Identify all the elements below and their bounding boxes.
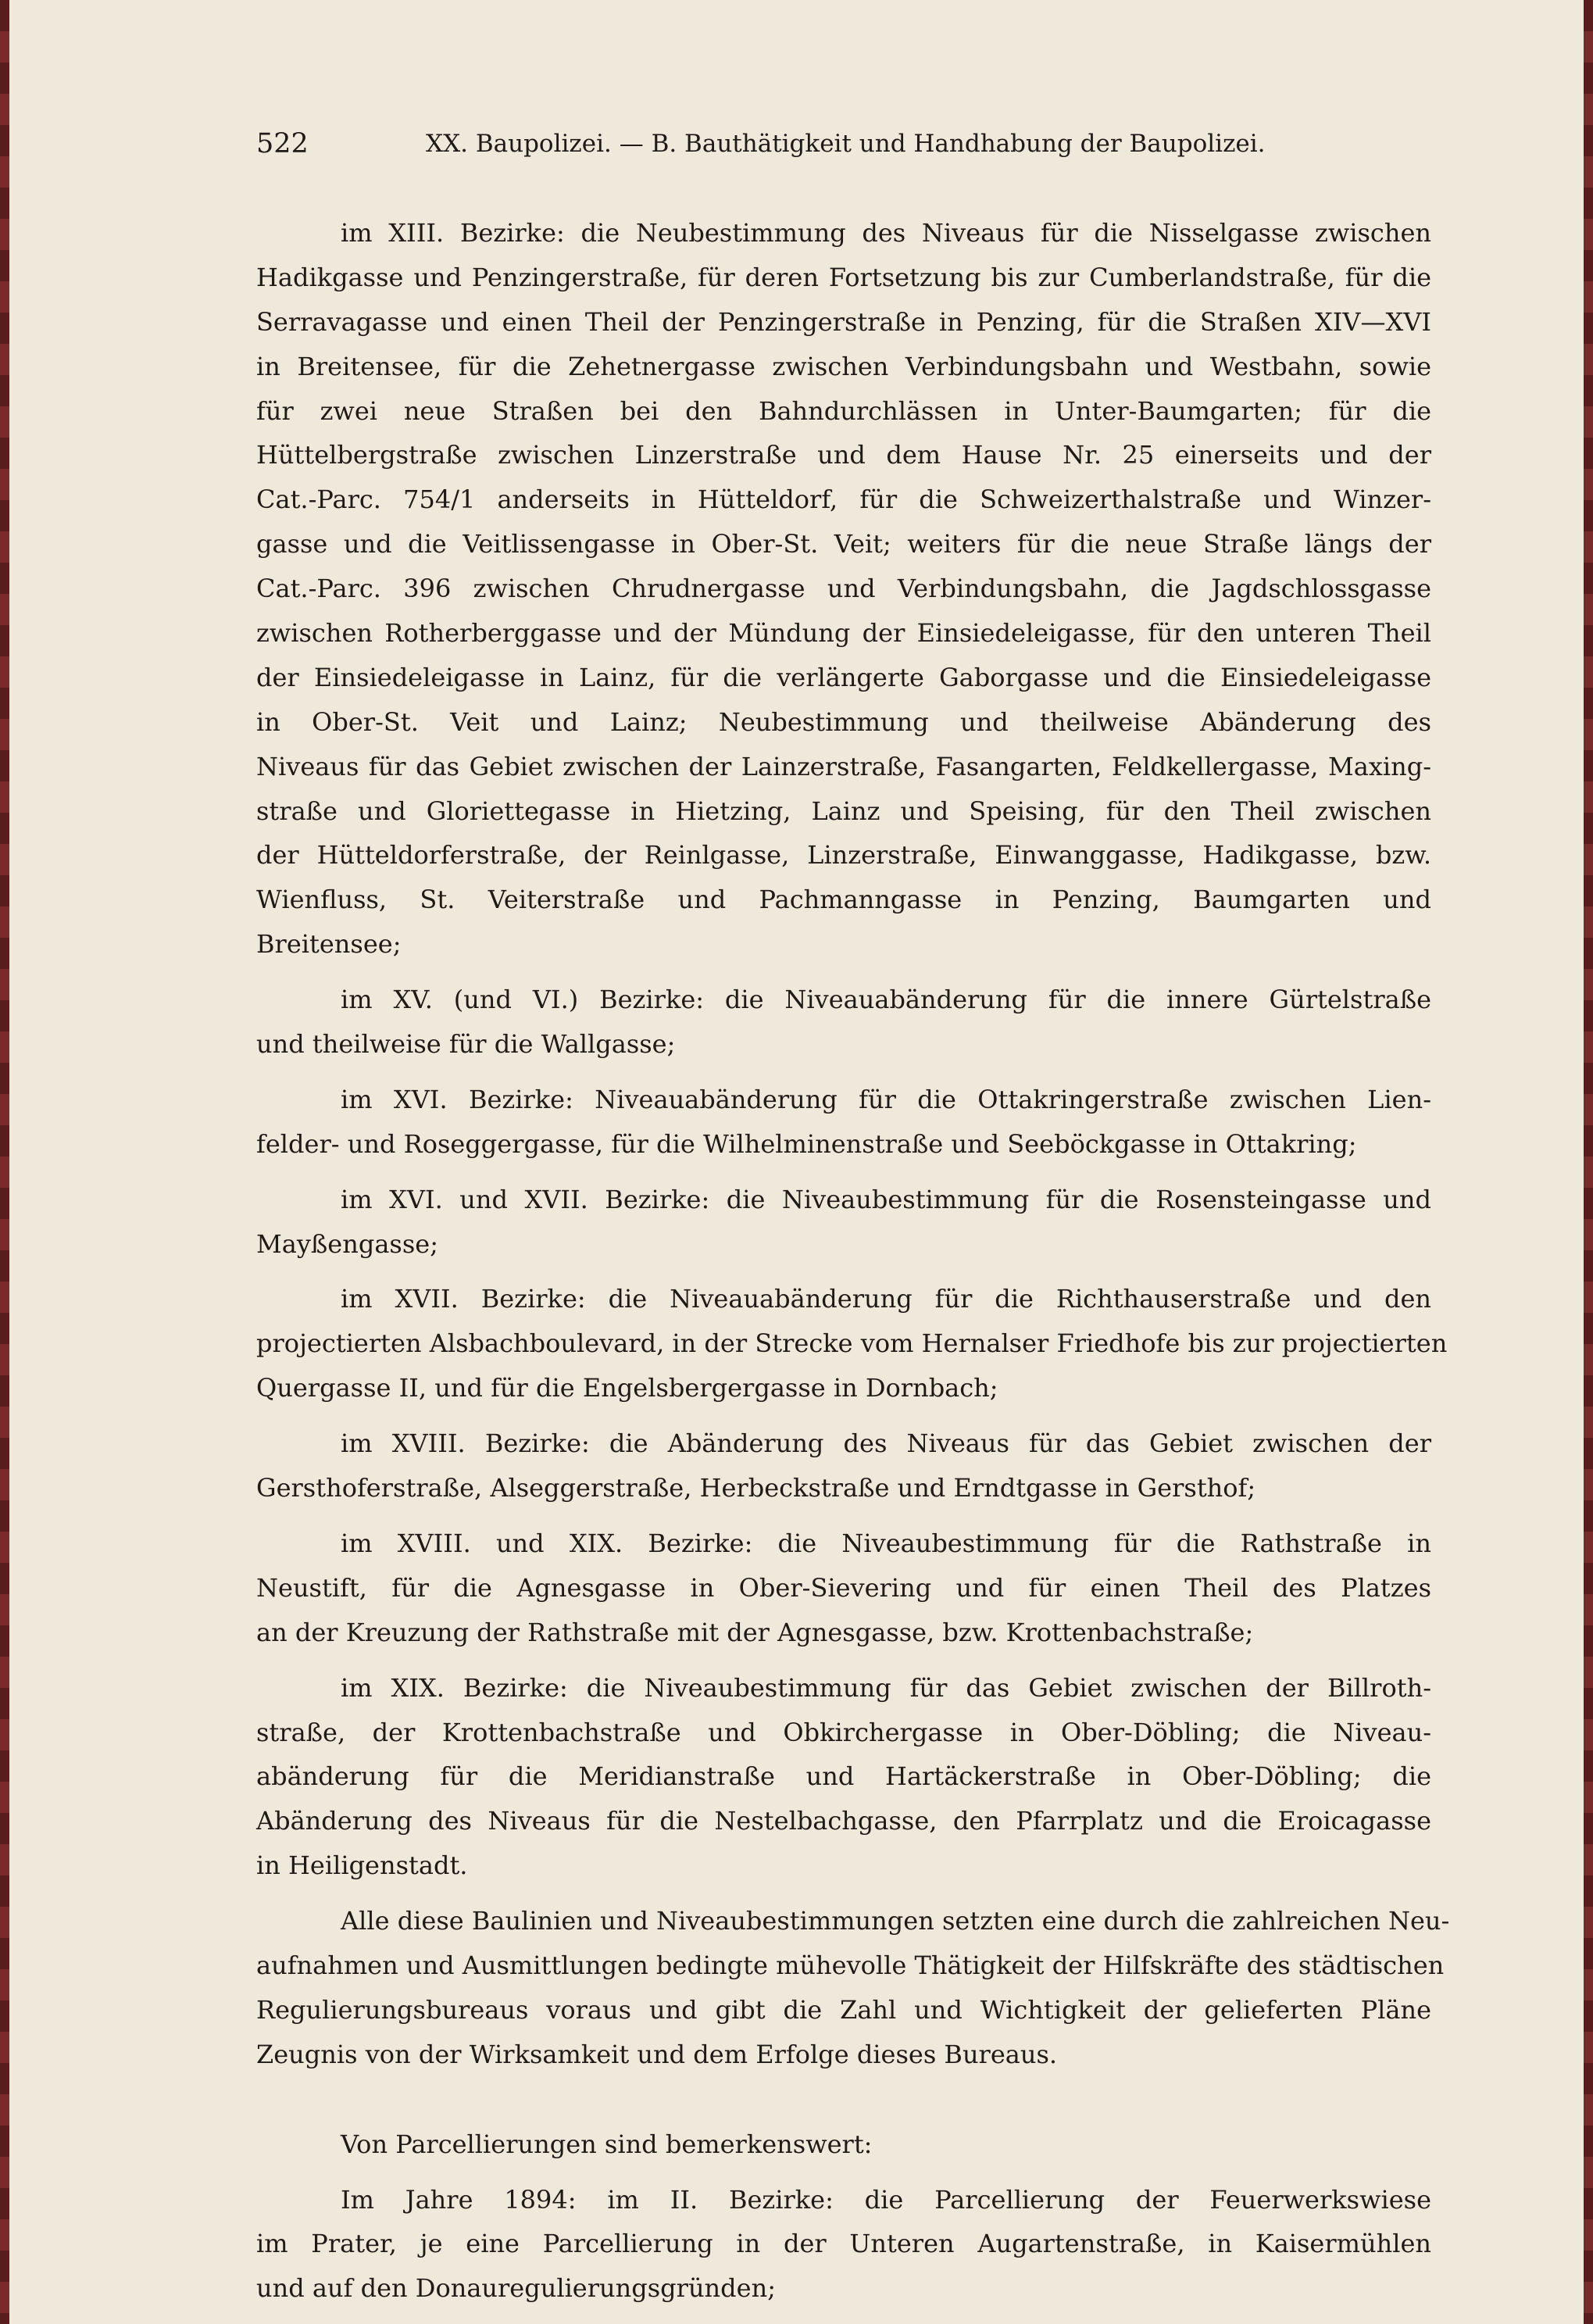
paragraph — [256, 978, 1431, 1067]
text-line: im XV. (und VI.) Bezirke: die Niveauabänderung für die innere Gürtelstraße — [341, 985, 1431, 1015]
paragraph — [256, 211, 1431, 967]
text-line: aufnahmen und Ausmittlungen bedingte mühevolle Thätigkeit der Hilfskräfte des städtischen — [256, 1950, 1445, 1980]
text-line: an der Kreuzung der Rathstraße mit der Agnesgasse, bzw. Krottenbachstraße; — [256, 1617, 1254, 1647]
text-line: der Hütteldorferstraße, der Reinlgasse, Linzerstraße, Einwanggasse, Hadikgasse, bzw. — [256, 840, 1431, 871]
text-line: im XVI. und XVII. Bezirke: die Niveaubestimmung für die Rosensteingasse und — [341, 1184, 1431, 1214]
text-line: und theilweise für die Wallgasse; — [256, 1029, 676, 1060]
text-line: Alle diese Baulinien und Niveaubestimmungen setzten eine durch die zahlreichen Neu- — [341, 1906, 1450, 1936]
scan-border-right — [1584, 0, 1593, 2324]
text-line: Cat.-Parc. 396 zwischen Chrudnergasse und Verbindungsbahn, die Jagdschlossgasse — [256, 574, 1431, 604]
text-line: Serravagasse und einen Theil der Penzingerstraße in Penzing, für die Straßen XIV—XVI — [256, 306, 1431, 337]
text-line: in Ober-St. Veit und Lainz; Neubestimmung und theilweise Abänderung des — [256, 706, 1431, 737]
paragraph — [256, 1521, 1431, 1655]
text-line: im XVIII. und XIX. Bezirke: die Niveaubestimmung für die Rathstraße in — [341, 1528, 1431, 1558]
paragraph — [256, 1178, 1431, 1267]
text-line: in Heiligenstadt. — [256, 1850, 468, 1881]
paragraph — [256, 1899, 1450, 2077]
text-line: Neustift, für die Agnesgasse in Ober-Sievering und für einen Theil des Platzes — [256, 1572, 1431, 1603]
text-line: straße und Gloriettegasse in Hietzing, Lainz und Speising, für den Theil zwischen — [256, 796, 1431, 826]
paragraph — [256, 1666, 1431, 1888]
text-line: Hüttelbergstraße zwischen Linzerstraße und dem Hause Nr. 25 einerseits und der — [256, 440, 1431, 470]
text-line: im XVI. Bezirke: Niveauabänderung für die Ottakringerstraße zwischen Lien- — [341, 1084, 1431, 1114]
text-line: im XVII. Bezirke: die Niveauabänderung für die Richthauserstraße und den — [341, 1284, 1431, 1314]
scan-border-left — [0, 0, 9, 2324]
text-line: gasse und die Veitlissengasse in Ober-St. Veit; weiters für die neue Straße längs der — [256, 529, 1431, 560]
document-page — [8, 0, 1586, 2324]
paragraph — [256, 1277, 1448, 1410]
text-line: im XVIII. Bezirke: die Abänderung des Niveaus für das Gebiet zwischen der — [341, 1428, 1431, 1459]
paragraph — [256, 1421, 1431, 1511]
text-line: im XIII. Bezirke: die Neubestimmung des Niveaus für die Nisselgasse zwischen — [341, 218, 1431, 248]
paragraph — [256, 1078, 1431, 1167]
text-line: in Breitensee, für die Zehetnergasse zwischen Verbindungsbahn und Westbahn, sowie — [256, 351, 1431, 381]
page-number: 522 — [256, 128, 309, 159]
text-line: zwischen Rotherberggasse und der Mündung der Einsiedeleigasse, für den unteren Theil — [256, 618, 1431, 649]
text-line: im XIX. Bezirke: die Niveaubestimmung für das Gebiet zwischen der Billroth- — [341, 1672, 1431, 1703]
text-line: straße, der Krottenbachstraße und Obkirchergasse in Ober-Döbling; die Niveau- — [256, 1717, 1431, 1747]
text-line: Im Jahre 1894: im II. Bezirke: die Parcellierung der Feuerwerkswiese — [341, 2184, 1431, 2215]
text-line: felder- und Roseggergasse, für die Wilhelminenstraße und Seeböckgasse in Ottakring; — [256, 1128, 1357, 1159]
text-line: Quergasse II, und für die Engelsbergergasse in Dornbach; — [256, 1373, 998, 1403]
running-title: XX. Baupolizei. — B. Bauthätigkeit und Handhabung der Baupolizei. — [426, 130, 1266, 158]
text-line: Mayßengasse; — [256, 1228, 438, 1259]
text-line: Cat.-Parc. 754/1 anderseits in Hütteldorf, für die Schweizerthalstraße und Winzer- — [256, 484, 1431, 515]
text-line: der Einsiedeleigasse in Lainz, für die verlängerte Gaborgasse und die Einsiedeleigasse — [256, 662, 1431, 692]
text-line: Niveaus für das Gebiet zwischen der Lainzerstraße, Fasangarten, Feldkellergasse, Maxing- — [256, 751, 1431, 781]
text-line: im Prater, je eine Parcellierung in der Unteren Augartenstraße, in Kaisermühlen — [256, 2229, 1431, 2259]
paragraph — [256, 2178, 1431, 2311]
text-line: abänderung für die Meridianstraße und Hartäckerstraße in Ober-Döbling; die — [256, 1761, 1431, 1792]
text-line: Zeugnis von der Wirksamkeit und dem Erfolge dieses Bureaus. — [256, 2039, 1058, 2069]
text-line: Hadikgasse und Penzingerstraße, für deren Fortsetzung bis zur Cumberlandstraße, für die — [256, 262, 1431, 292]
text-line: für zwei neue Straßen bei den Bahndurchlässen in Unter-Baumgarten; für die — [256, 395, 1431, 426]
text-line: projectierten Alsbachboulevard, in der Strecke vom Hernalser Friedhofe bis zur projectierten — [256, 1328, 1448, 1359]
text-line: Gersthoferstraße, Alseggerstraße, Herbeckstraße und Erndtgasse in Gersthof; — [256, 1473, 1256, 1503]
text-line: Regulierungsbureaus voraus und gibt die Zahl und Wichtigkeit der gelieferten Pläne — [256, 1994, 1431, 2025]
text-line: Von Parcellierungen sind bemerkenswert: — [341, 2129, 873, 2159]
running-header — [256, 128, 1350, 167]
text-line: Breitensee; — [256, 929, 402, 960]
paragraph — [256, 2122, 1431, 2167]
text-line: Abänderung des Niveaus für die Nestelbachgasse, den Pfarrplatz und die Eroicagasse — [256, 1806, 1431, 1836]
body-text — [256, 211, 1450, 2322]
text-line: und auf den Donauregulierungsgründen; — [256, 2273, 776, 2304]
text-line: Wienfluss, St. Veiterstraße und Pachmanngasse in Penzing, Baumgarten und — [256, 885, 1431, 915]
